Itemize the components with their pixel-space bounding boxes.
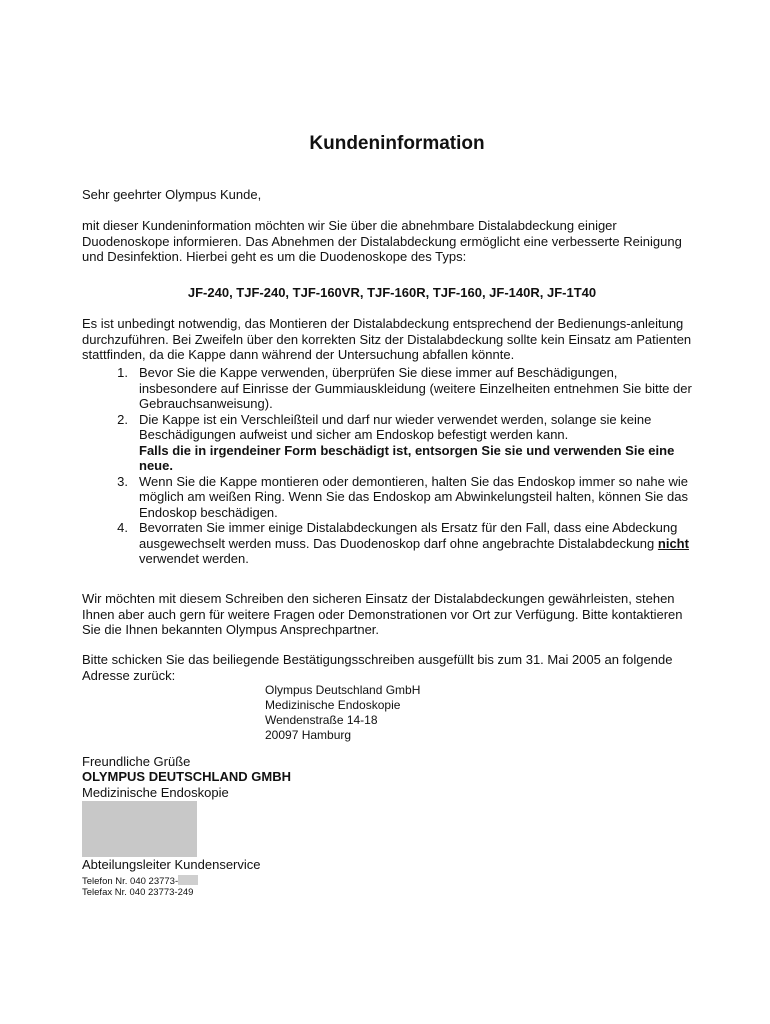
company-name: OLYMPUS DEUTSCHLAND GMBH [82, 769, 291, 784]
warning-text: Falls die in irgendeiner Form beschädigt ist, entsorgen Sie sie und verwenden Sie eine neue. [139, 442, 675, 473]
list-text: Die Kappe ist ein Verschleißteil und darf nur wieder verwendet werden, solange sie keine Beschädigungen aufweist und sicher am Endoskop befestigt werden kann. [139, 411, 652, 442]
list-number: 4. [117, 520, 128, 535]
list-text-end: verwendet werden. [139, 551, 249, 566]
list-text-group [128, 412, 699, 474]
list-number: 1. [117, 365, 128, 380]
greeting: Freundliche Grüße [82, 754, 191, 769]
list-item [82, 520, 702, 567]
return-address [265, 683, 420, 743]
department-name: Medizinische Endoskopie [82, 785, 229, 800]
redacted-signature [82, 801, 197, 857]
phone-number: Telefon Nr. 040 23773- [82, 876, 179, 887]
list-number: 2. [117, 411, 128, 427]
list-text: Bevorraten Sie immer einige Distalabdeckungen als Ersatz für den Fall, dass eine Abdeckung ausgewechselt werden muss. Das Duodenoskop darf ohne angebrachte Distalabdeckung [139, 520, 678, 551]
address-line: Medizinische Endoskopie [265, 698, 401, 712]
list-text-group [128, 520, 699, 567]
list-item [82, 474, 702, 521]
list-number: 3. [117, 473, 128, 489]
emphasis-not: nicht [657, 535, 689, 551]
closing-paragraph: Wir möchten mit diesem Schreiben den sicheren Einsatz der Distalabdeckungen gewährleisten, stehen Ihnen aber auch gern für weitere Fragen oder Demonstrationen vor Ort zur Verfügung. Bitte kontaktieren Sie die Ihnen bekannten Olympus Ansprechpartner. [82, 591, 683, 637]
model-list: JF-240, TJF-240, TJF-160VR, TJF-160R, TJF-160, JF-140R, JF-1T40 [187, 285, 597, 300]
redacted-extension [178, 875, 198, 885]
address-line: Olympus Deutschland GmbH [265, 683, 421, 697]
intro-paragraph: mit dieser Kundeninformation möchten wir Sie über die abnehmbare Distalabdeckung einiger Duodenoskope informieren. Das Abnehmen der Distalabdeckung ermöglicht eine verbesserte Reinigung und Desinfektion. Hierbei geht es um die Duodenoskope des Typs: [82, 218, 682, 264]
list-item [82, 365, 702, 412]
return-instructions: Bitte schicken Sie das beiliegende Bestätigungsschreiben ausgefüllt bis zum 31. Mai 2005 an folgende Adresse zurück: [82, 652, 673, 683]
instruction-list [82, 365, 702, 567]
notice-paragraph: Es ist unbedingt notwendig, das Montieren der Distalabdeckung entsprechend der Bedienungs-anleitung durchzuführen. Bei Zweifeln über den korrekten Sitz der Distalabdeckung sollte kein Einsatz am Patienten stattfinden, da die Kappe dann während der Untersuchung abfallen könnte. [82, 316, 692, 362]
list-text: Wenn Sie die Kappe montieren oder demontieren, halten Sie das Endoskop immer so nahe wie möglich am weißen Ring. Wenn Sie das Endoskop am Abwinkelungsteil halten, können Sie das Endoskop beschädigen. [139, 473, 688, 520]
list-item [82, 412, 702, 474]
signer-title: Abteilungsleiter Kundenservice [82, 857, 261, 872]
address-line: Wendenstraße 14-18 [265, 713, 378, 727]
list-text: Bevor Sie die Kappe verwenden, überprüfen Sie diese immer auf Beschädigungen, insbesondere auf Einrisse der Gummiauskleidung (weitere Einzelheiten entnehmen Sie bitte der Gebrauchsanweisung). [139, 365, 692, 411]
page-title: Kundeninformation [309, 133, 485, 154]
salutation: Sehr geehrter Olympus Kunde, [82, 187, 262, 202]
fax-line: Telefax Nr. 040 23773-249 [82, 887, 194, 898]
address-line: 20097 Hamburg [265, 728, 352, 742]
